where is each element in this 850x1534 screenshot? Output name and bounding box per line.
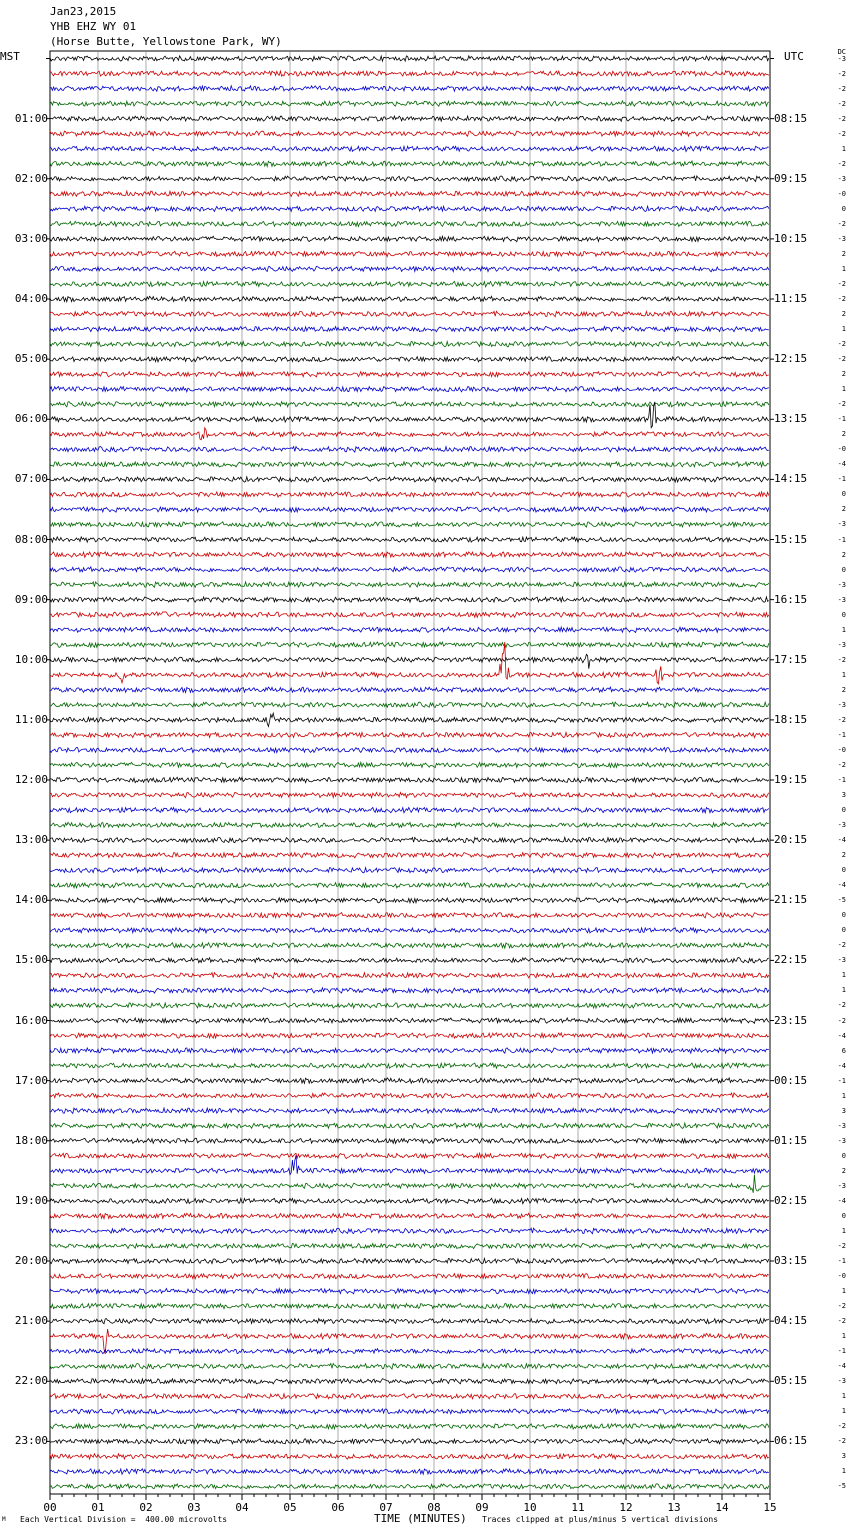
x-tick-label: 10 — [523, 1501, 537, 1514]
x-tick-label: 00 — [43, 1501, 57, 1514]
trace-row — [50, 1364, 769, 1370]
dc-offset-label: 2 — [841, 685, 846, 694]
left-time-label: 02:00 — [14, 171, 48, 185]
dc-offset-label: -2 — [837, 295, 846, 304]
logo-mark: M — [2, 1516, 6, 1523]
dc-offset-label: -2 — [837, 1422, 846, 1431]
dc-offset-label: -2 — [837, 1241, 846, 1250]
dc-offset-label: 2 — [841, 505, 846, 514]
trace-row — [50, 357, 769, 362]
dc-offset-label: -1 — [837, 475, 846, 484]
trace-row — [50, 101, 769, 106]
right-time-label: 22:15 — [774, 953, 808, 967]
trace-row — [50, 1329, 769, 1354]
trace-row — [50, 1484, 769, 1489]
trace-row — [50, 1243, 769, 1248]
trace-row — [50, 71, 769, 76]
trace-row — [50, 116, 769, 121]
dc-offset-label: 6 — [841, 1046, 846, 1055]
dc-offset-label: 1 — [841, 1407, 846, 1416]
trace-row — [50, 612, 769, 618]
right-time-label: 12:15 — [774, 352, 808, 366]
clip-note: Traces clipped at plus/minus 5 vertical divisions — [482, 1515, 719, 1524]
trace-row — [50, 928, 769, 933]
trace-row — [50, 131, 769, 136]
dc-offset-label: 0 — [841, 1151, 846, 1160]
left-time-label: 06:00 — [14, 412, 48, 426]
trace-row — [50, 1228, 769, 1234]
left-time-label: 04:00 — [14, 292, 48, 306]
dc-offset-label: 1 — [841, 1392, 846, 1401]
right-time-label: 03:15 — [774, 1254, 808, 1268]
right-time-label: 21:15 — [774, 893, 808, 907]
trace-row — [50, 1379, 769, 1384]
trace-row — [50, 1003, 769, 1008]
left-time-label: 20:00 — [14, 1254, 48, 1268]
dc-offset-label: 2 — [841, 249, 846, 258]
left-time-label: 19:00 — [14, 1193, 48, 1207]
dc-offset-label: 1 — [841, 144, 846, 153]
trace-row — [50, 492, 769, 497]
trace-row — [50, 1409, 769, 1414]
trace-row — [50, 898, 769, 903]
chart-station: YHB EHZ WY 01 — [50, 20, 137, 33]
dc-offset-label: -1 — [837, 1076, 846, 1085]
trace-row — [50, 883, 769, 888]
dc-offset-label: -2 — [837, 1317, 846, 1326]
x-tick-label: 14 — [715, 1501, 729, 1514]
x-tick-label: 01 — [91, 1501, 105, 1514]
trace-row — [50, 1258, 769, 1263]
dc-label: DC — [837, 48, 846, 56]
dc-offset-label: -1 — [837, 776, 846, 785]
dc-offset-label: 1 — [841, 1287, 846, 1296]
dc-offset-label: 3 — [841, 1106, 846, 1115]
trace-row — [50, 1093, 769, 1098]
dc-offset-label: -3 — [837, 54, 846, 63]
left-time-label: 16:00 — [14, 1013, 48, 1027]
dc-offset-label: -2 — [837, 355, 846, 364]
trace-row — [50, 402, 769, 428]
dc-offset-label: 1 — [841, 264, 846, 273]
dc-offset-label: -3 — [837, 520, 846, 529]
dc-offset-label: -2 — [837, 715, 846, 724]
right-time-label: 19:15 — [774, 773, 808, 787]
dc-offset-label: -4 — [837, 881, 846, 890]
trace-row — [50, 973, 769, 979]
dc-offset-label: -2 — [837, 400, 846, 409]
dc-offset-label: -3 — [837, 956, 846, 965]
dc-offset-label: -3 — [837, 595, 846, 604]
dc-offset-label: -0 — [837, 445, 846, 454]
trace-row — [50, 1439, 769, 1444]
left-time-label: 17:00 — [14, 1073, 48, 1087]
trace-row — [50, 913, 769, 918]
right-time-label: 18:15 — [774, 712, 808, 726]
dc-offset-label: 0 — [841, 1211, 846, 1220]
dc-offset-label: 2 — [841, 430, 846, 439]
dc-offset-label: -3 — [837, 580, 846, 589]
dc-offset-label: -3 — [837, 1377, 846, 1386]
right-time-label: 02:15 — [774, 1193, 808, 1207]
trace-row — [50, 342, 769, 347]
dc-offset-label: -3 — [837, 700, 846, 709]
trace-row — [50, 161, 769, 166]
trace-row — [50, 1063, 769, 1068]
dc-offset-label: -2 — [837, 1302, 846, 1311]
left-time-label: 12:00 — [14, 773, 48, 787]
dc-offset-label: 2 — [841, 370, 846, 379]
right-time-label: 16:15 — [774, 592, 808, 606]
trace-row — [50, 1153, 769, 1158]
dc-offset-label: -2 — [837, 340, 846, 349]
trace-row — [50, 1123, 769, 1128]
right-time-label: 17:15 — [774, 652, 808, 666]
left-time-label: 14:00 — [14, 893, 48, 907]
left-time-label: 03:00 — [14, 231, 48, 245]
dc-offset-label: 2 — [841, 550, 846, 559]
trace-row — [50, 1018, 769, 1023]
trace-row — [50, 1394, 769, 1399]
trace-row — [50, 372, 769, 377]
scale-note: Each Vertical Division = 400.00 microvolts — [20, 1515, 228, 1524]
trace-row — [50, 642, 769, 647]
dc-offset-label: -2 — [837, 84, 846, 93]
dc-offset-label: -2 — [837, 69, 846, 78]
dc-offset-label: 0 — [841, 610, 846, 619]
trace-row — [50, 266, 769, 271]
x-tick-label: 09 — [475, 1501, 489, 1514]
trace-row — [50, 792, 769, 797]
dc-offset-label: -2 — [837, 219, 846, 228]
trace-row — [50, 837, 769, 843]
trace-row — [50, 597, 769, 602]
dc-offset-label: 3 — [841, 791, 846, 800]
dc-offset-label: -3 — [837, 174, 846, 183]
dc-offset-label: -3 — [837, 640, 846, 649]
trace-row — [50, 1424, 769, 1429]
trace-row — [50, 1048, 769, 1053]
dc-offset-label: -1 — [837, 535, 846, 544]
left-time-label: 11:00 — [14, 712, 48, 726]
trace-row — [50, 1454, 769, 1459]
dc-offset-label: -3 — [837, 821, 846, 830]
trace-row — [50, 251, 769, 256]
trace-row — [50, 1175, 769, 1193]
dc-offset-label: -4 — [837, 1061, 846, 1070]
dc-offset-label: -1 — [837, 1347, 846, 1356]
dc-offset-label: -0 — [837, 1272, 846, 1281]
trace-row — [50, 713, 769, 726]
trace-row — [50, 748, 769, 753]
trace-row — [50, 428, 769, 440]
x-axis-title: TIME (MINUTES) — [374, 1512, 467, 1525]
dc-offset-label: -4 — [837, 1362, 846, 1371]
dc-offset-label: 2 — [841, 851, 846, 860]
dc-offset-label: -2 — [837, 1001, 846, 1010]
dc-offset-label: 0 — [841, 806, 846, 815]
dc-offset-label: -2 — [837, 941, 846, 950]
dc-offset-label: 1 — [841, 1467, 846, 1476]
dc-offset-label: 1 — [841, 385, 846, 394]
trace-row — [50, 1349, 769, 1354]
dc-offset-label: -3 — [837, 1121, 846, 1130]
dc-offset-label: 0 — [841, 490, 846, 499]
dc-offset-label: -4 — [837, 460, 846, 469]
dc-offset-label: 1 — [841, 1091, 846, 1100]
trace-row — [50, 1469, 769, 1474]
right-time-label: 06:15 — [774, 1434, 808, 1448]
dc-offset-label: 0 — [841, 565, 846, 574]
dc-offset-label: 2 — [841, 310, 846, 319]
dc-offset-label: -2 — [837, 159, 846, 168]
dc-offset-label: 1 — [841, 325, 846, 334]
trace-row — [50, 777, 769, 782]
trace-row — [50, 943, 769, 948]
left-time-label: 05:00 — [14, 352, 48, 366]
trace-row — [50, 687, 769, 692]
left-time-label: 23:00 — [14, 1434, 48, 1448]
dc-offset-label: -0 — [837, 189, 846, 198]
x-tick-label: 02 — [139, 1501, 153, 1514]
right-time-label: 13:15 — [774, 412, 808, 426]
trace-row — [50, 86, 769, 91]
trace-row — [50, 56, 769, 61]
right-time-label: 15:15 — [774, 532, 808, 546]
trace-row — [50, 627, 769, 632]
trace-row — [50, 402, 769, 407]
dc-offset-label: -4 — [837, 836, 846, 845]
trace-row — [50, 507, 769, 512]
trace-row — [50, 1198, 769, 1203]
dc-offset-label: -1 — [837, 730, 846, 739]
dc-offset-label: 1 — [841, 1332, 846, 1341]
trace-row — [50, 477, 769, 482]
chart-date: Jan23,2015 — [50, 5, 117, 18]
right-time-label: 08:15 — [774, 111, 808, 125]
trace-row — [50, 567, 769, 572]
right-time-label: 23:15 — [774, 1013, 808, 1027]
trace-row — [50, 1213, 769, 1218]
left-time-label: 22:00 — [14, 1374, 48, 1388]
right-time-label: 01:15 — [774, 1133, 808, 1147]
trace-row — [50, 447, 769, 453]
dc-offset-label: 3 — [841, 1452, 846, 1461]
dc-offset-label: -2 — [837, 99, 846, 108]
trace-row — [50, 1155, 769, 1174]
x-tick-label: 12 — [619, 1501, 633, 1514]
left-time-label: 15:00 — [14, 953, 48, 967]
left-time-label: 21:00 — [14, 1314, 48, 1328]
dc-offset-label: -5 — [837, 1482, 846, 1491]
dc-offset-label: -2 — [837, 1437, 846, 1446]
trace-row — [50, 1289, 769, 1294]
trace-row — [50, 552, 769, 557]
dc-offset-label: -1 — [837, 1257, 846, 1266]
trace-row — [50, 868, 769, 873]
x-tick-label: 11 — [571, 1501, 585, 1514]
x-tick-label: 15 — [763, 1501, 777, 1514]
right-time-label: 00:15 — [774, 1073, 808, 1087]
right-time-label: 05:15 — [774, 1374, 808, 1388]
trace-row — [50, 822, 769, 827]
dc-offset-label: -3 — [837, 1181, 846, 1190]
trace-row — [50, 176, 769, 182]
trace-row — [50, 642, 769, 684]
dc-offset-label: 0 — [841, 911, 846, 920]
trace-row — [50, 958, 769, 963]
left-time-label: 01:00 — [14, 111, 48, 125]
dc-offset-label: -1 — [837, 415, 846, 424]
trace-row — [50, 1033, 769, 1038]
dc-offset-label: -3 — [837, 1136, 846, 1145]
right-zone-label: UTC — [784, 50, 804, 63]
dc-offset-label: -4 — [837, 1031, 846, 1040]
dc-offset-label: 0 — [841, 866, 846, 875]
x-tick-label: 03 — [187, 1501, 201, 1514]
left-time-label: 10:00 — [14, 652, 48, 666]
trace-row — [50, 1108, 769, 1113]
right-time-label: 14:15 — [774, 472, 808, 486]
right-time-label: 09:15 — [774, 171, 808, 185]
trace-row — [50, 387, 769, 392]
dc-offset-label: 0 — [841, 204, 846, 213]
trace-row — [50, 537, 769, 542]
trace-row — [50, 732, 769, 737]
dc-offset-label: -0 — [837, 745, 846, 754]
trace-row — [50, 853, 769, 858]
trace-row — [50, 988, 769, 993]
trace-row — [50, 146, 769, 151]
dc-offset-label: -3 — [837, 234, 846, 243]
dc-offset-label: -2 — [837, 129, 846, 138]
left-zone-label: MST — [0, 50, 20, 63]
dc-offset-label: 0 — [841, 926, 846, 935]
chart-location: (Horse Butte, Yellowstone Park, WY) — [50, 35, 282, 48]
trace-row — [50, 311, 769, 317]
dc-offset-label: 2 — [841, 1166, 846, 1175]
dc-offset-label: -2 — [837, 279, 846, 288]
trace-row — [50, 582, 769, 587]
dc-offset-label: -4 — [837, 1196, 846, 1205]
x-tick-label: 06 — [331, 1501, 345, 1514]
trace-row — [50, 1138, 769, 1143]
left-time-label: 09:00 — [14, 592, 48, 606]
trace-row — [50, 808, 769, 813]
trace-row — [50, 327, 769, 332]
trace-row — [50, 1303, 769, 1308]
left-time-label: 08:00 — [14, 532, 48, 546]
right-time-label: 10:15 — [774, 231, 808, 245]
dc-offset-label: -2 — [837, 655, 846, 664]
trace-row — [50, 702, 769, 708]
trace-row — [50, 1078, 769, 1083]
trace-row — [50, 522, 769, 527]
trace-row — [50, 206, 769, 211]
right-time-label: 04:15 — [774, 1314, 808, 1328]
trace-row — [50, 191, 769, 196]
x-tick-label: 08 — [427, 1501, 441, 1514]
dc-offset-label: 1 — [841, 971, 846, 980]
dc-offset-label: -2 — [837, 1016, 846, 1025]
left-time-label: 18:00 — [14, 1133, 48, 1147]
dc-offset-label: -5 — [837, 896, 846, 905]
dc-offset-label: 1 — [841, 986, 846, 995]
left-time-label: 13:00 — [14, 833, 48, 847]
right-time-label: 20:15 — [774, 833, 808, 847]
right-time-label: 11:15 — [774, 292, 808, 306]
x-tick-label: 05 — [283, 1501, 297, 1514]
dc-offset-label: -2 — [837, 760, 846, 769]
x-tick-label: 07 — [379, 1501, 393, 1514]
trace-row — [50, 1319, 769, 1324]
trace-row — [50, 462, 769, 467]
dc-offset-label: 1 — [841, 670, 846, 679]
trace-row — [50, 762, 769, 767]
dc-offset-label: 1 — [841, 1226, 846, 1235]
trace-row — [50, 1274, 769, 1279]
x-tick-label: 04 — [235, 1501, 249, 1514]
trace-row — [50, 281, 769, 286]
x-tick-label: 13 — [667, 1501, 681, 1514]
trace-row — [50, 296, 769, 301]
dc-offset-label: -2 — [837, 114, 846, 123]
left-time-label: 07:00 — [14, 472, 48, 486]
dc-offset-label: 1 — [841, 625, 846, 634]
trace-row — [50, 236, 769, 241]
trace-row — [50, 221, 769, 226]
